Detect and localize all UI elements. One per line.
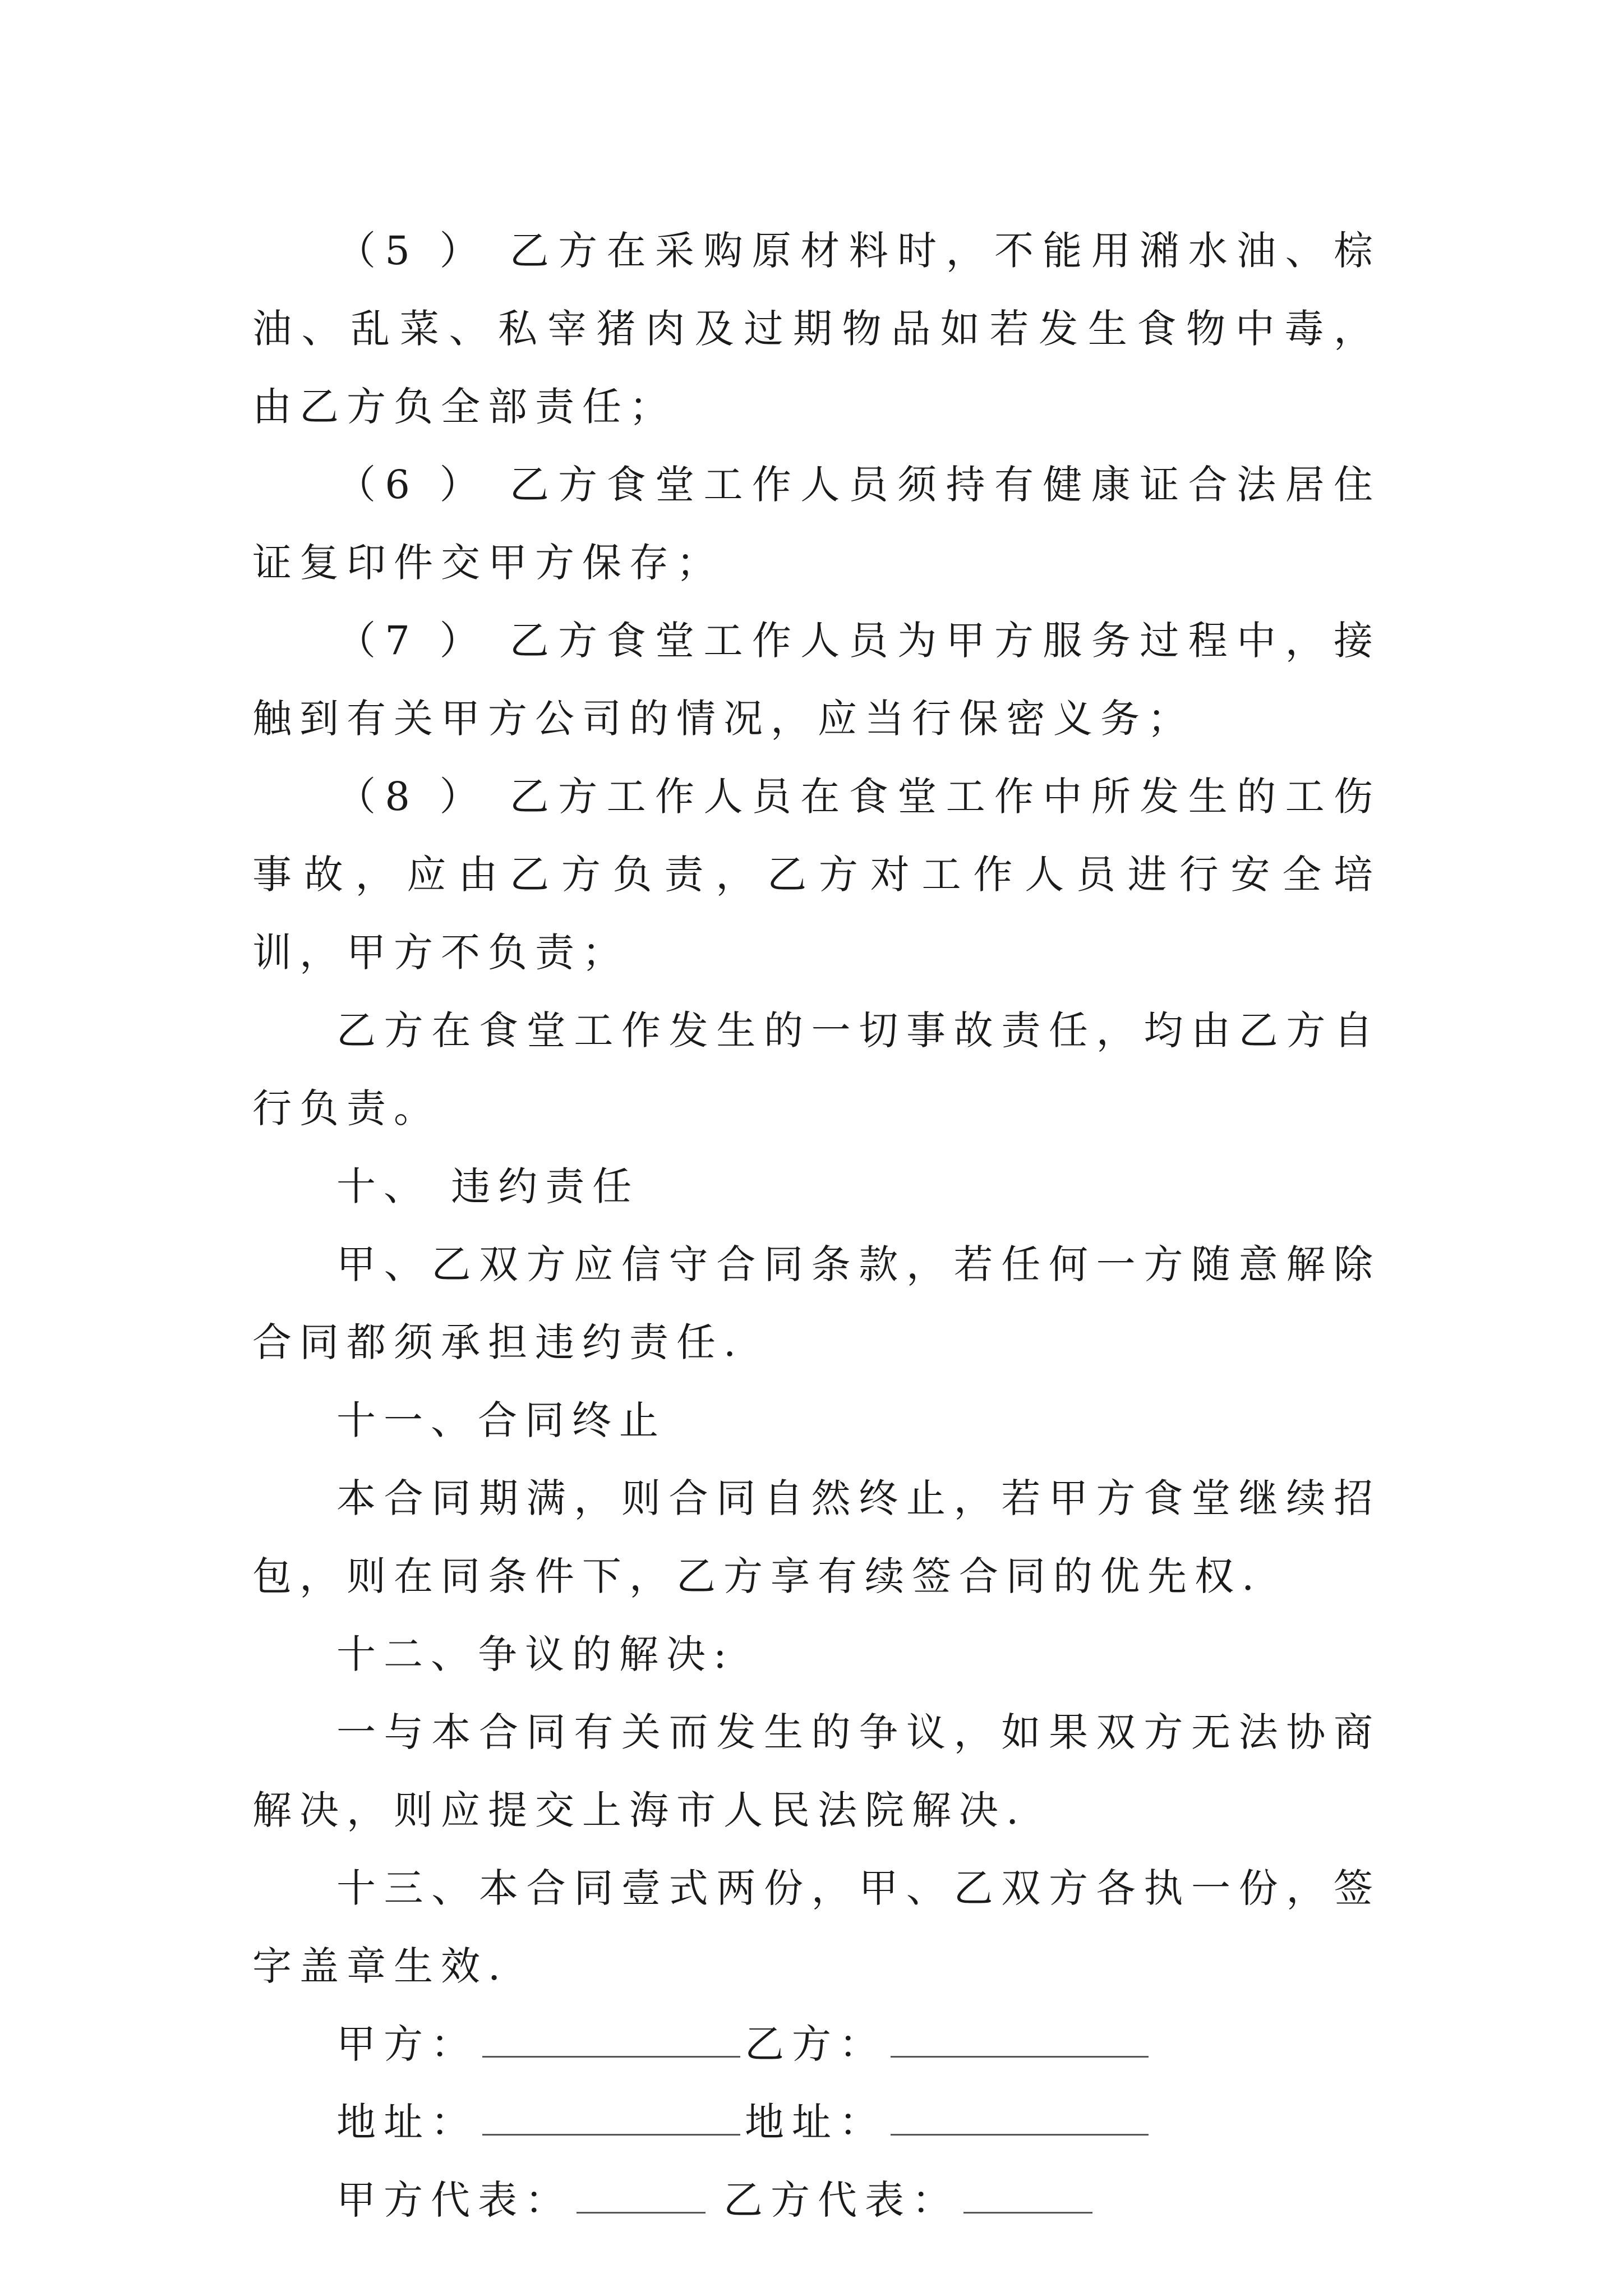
rep-b-blank [963,2180,1092,2214]
party-b-blank [891,2024,1149,2058]
section-13-text: 十三、本合同壹式两份，甲、乙双方各执一份，签字盖章生效. [252,1865,1381,1989]
signature-representative-row [252,2161,1381,2239]
rep-a-label: 甲方代表： [336,2177,572,2223]
rep-a-blank [577,2180,706,2214]
section-10-body: 甲、乙双方应信守合同条款，若任何一方随意解除合同都须承担违约责任. [252,1241,1381,1365]
accident-liability-text: 乙方在食堂工作发生的一切事故责任，均由乙方自行负责。 [252,1007,1381,1131]
contract-page [252,212,1381,2239]
rep-b-label: 乙方代表： [723,2177,959,2223]
signature-address-row [252,2083,1381,2161]
clause-6: （6 ） 乙方食堂工作人员须持有健康证合法居住证复印件交甲方保存； [252,462,1381,586]
party-b-label: 乙方： [745,2021,886,2067]
section-12-body: 一与本合同有关而发生的争议，如果双方无法协商解决，则应提交上海市人民法院解决. [252,1709,1381,1833]
section-10-heading: 十、 违约责任 [336,1163,640,1209]
section-12-heading: 十二、争议的解决: [336,1631,735,1677]
party-a-label: 甲方： [336,2021,478,2067]
address-b-blank [891,2102,1149,2136]
signature-party-row [252,2005,1381,2083]
section-11-heading: 十一、合同终止 [336,1397,666,1443]
section-11-body: 本合同期满，则合同自然终止，若甲方食堂继续招包，则在同条件下，乙方享有续签合同的优先权. [252,1475,1381,1599]
clause-5: （5 ） 乙方在采购原材料时，不能用潲水油、棕油、乱菜、私宰猪肉及过期物品如若发生食物中毒，由乙方负全部责任； [252,228,1381,430]
address-a-blank [482,2102,740,2136]
party-a-blank [482,2024,740,2058]
address-b-label: 地址： [745,2099,886,2145]
clause-8: （8 ） 乙方工作人员在食堂工作中所发生的工伤事故，应由乙方负责，乙方对工作人员进行安全培训，甲方不负责； [252,774,1381,976]
clause-7: （7 ） 乙方食堂工作人员为甲方服务过程中，接触到有关甲方公司的情况，应当行保密义务； [252,618,1381,742]
address-a-label: 地址： [336,2099,478,2145]
